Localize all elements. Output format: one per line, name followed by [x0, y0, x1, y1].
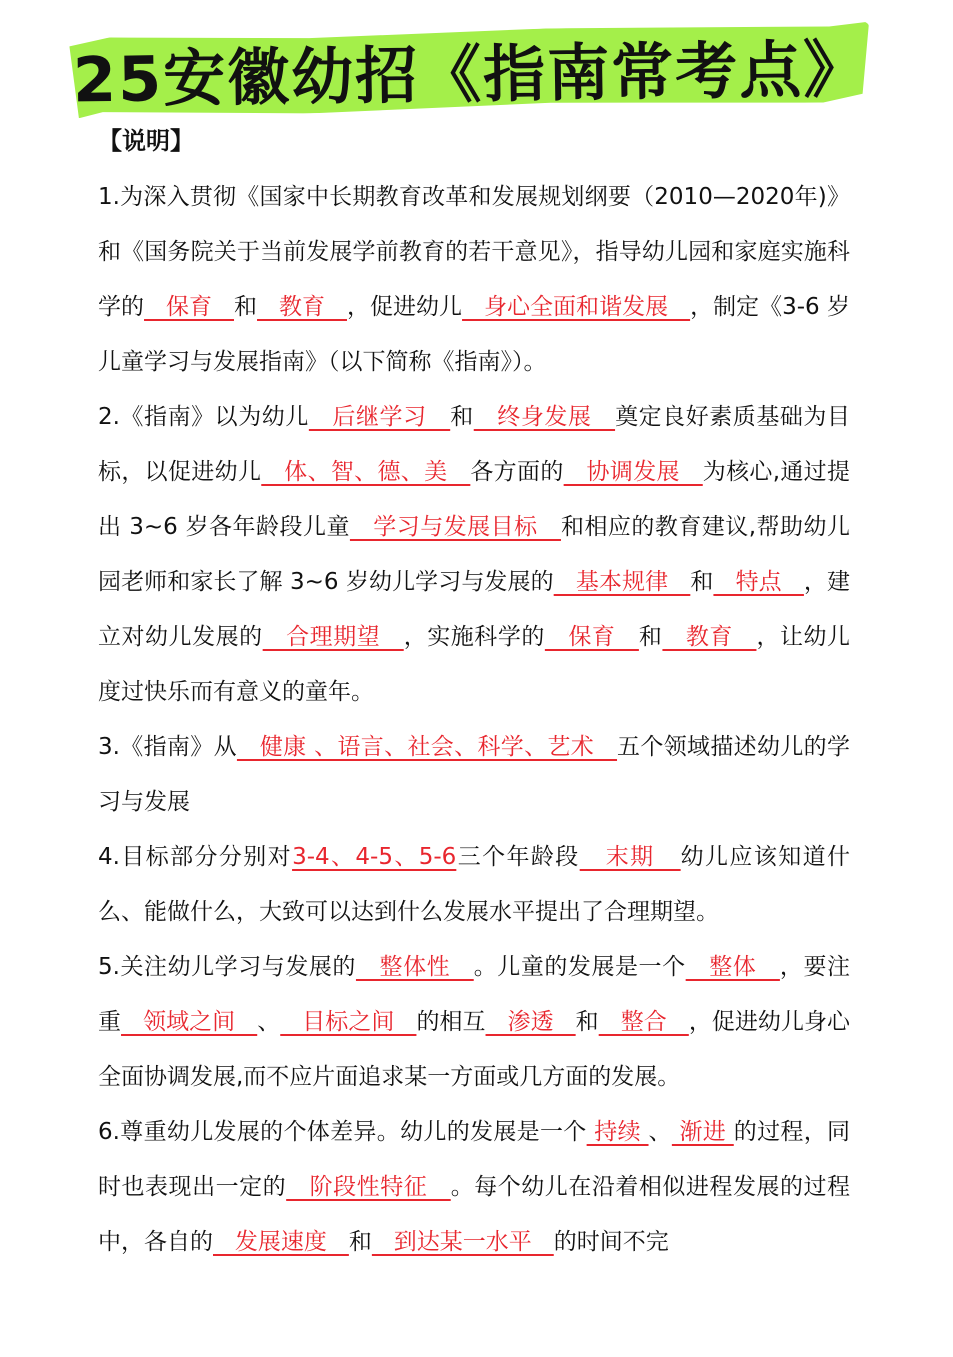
text: 、: [257, 1009, 281, 1035]
text: 奠定良好素质基础为目标，以促进幼儿: [98, 404, 850, 485]
paragraph-5: [98, 940, 850, 1105]
text: ，要注重: [98, 954, 850, 1035]
page-title: 25安徽幼招《指南常考点》: [72, 31, 868, 117]
text: 的过程，同时也表现出一定的: [98, 1119, 851, 1200]
text: 为核心,通过提出 3~6 岁各年龄段儿童: [98, 459, 851, 540]
text: 。儿童的发展是一个: [473, 954, 686, 980]
text: 6.尊重幼儿发展的个体差异。幼儿的发展是一个: [98, 1119, 587, 1145]
text: 三个年龄段: [456, 844, 580, 870]
text: 4.目标部分分别对: [98, 844, 293, 870]
answer-blank: 目标之间: [280, 1009, 417, 1035]
text: 各方面的: [470, 459, 564, 485]
paragraph-4: [98, 830, 850, 940]
text: 和: [638, 624, 663, 650]
text: 和: [450, 404, 474, 430]
text: 和: [690, 569, 714, 595]
text: 五个领域描述幼儿的学习与发展: [98, 734, 850, 815]
answer-blank: 合理期望: [262, 624, 404, 650]
text: 和: [234, 294, 258, 320]
answer-text: 3-4、4-5、5-6: [292, 844, 457, 870]
answer-blank: 整体: [685, 954, 780, 980]
section-heading: 【说明】: [98, 127, 194, 155]
text: 和: [575, 1009, 599, 1035]
text: 3.《指南》从: [98, 734, 237, 760]
answer-blank: 健康 、语言、社会、科学、艺术: [236, 734, 618, 760]
text: 5.关注幼儿学习与发展的: [98, 954, 356, 980]
answer-blank: 后继学习: [308, 404, 451, 430]
text: 幼儿应该知道什么、能做什么，大致可以达到什么发展水平提出了合理期望。: [98, 844, 850, 925]
answer-blank: 渐进: [671, 1119, 734, 1145]
answer-blank: 阶段性特征: [286, 1174, 451, 1200]
answer-blank: 教育: [662, 624, 757, 650]
answer-blank: 教育: [257, 294, 347, 320]
text: 1.为深入贯彻《国家中长期教育改革和发展规划纲要（2010—2020年)》和《国务院关于当前发展学前教育的若干意见》，指导幼儿园和家庭实施科学的: [98, 184, 850, 320]
text: ，建立对幼儿发展的: [98, 569, 851, 650]
text: 、: [648, 1119, 672, 1145]
paragraph-6: [98, 1105, 850, 1270]
text: 和相应的教育建议,帮助幼儿园老师和家长了解 3~6 岁幼儿学习与发展的: [98, 514, 850, 595]
answer-blank: 整体性: [355, 954, 474, 980]
answer-blank: 到达某一水平: [371, 1229, 554, 1255]
answer-blank: 保育: [544, 624, 639, 650]
answer-blank: 整合: [598, 1009, 689, 1035]
answer-blank: 发展速度: [213, 1229, 349, 1255]
document-body: [98, 112, 850, 1270]
answer-blank: 基本规律: [553, 569, 691, 595]
answer-blank: 保育: [144, 294, 234, 320]
text: 。每个幼儿在沿着相似进程发展的过程中，各自的: [98, 1174, 851, 1255]
answer-blank: 终身发展: [473, 404, 616, 430]
answer-blank: 身心全面和谐发展: [462, 294, 691, 320]
text: ，制定《3-6 岁儿童学习与发展指南》（以下简称《指南》）。: [98, 294, 851, 375]
answer-blank: 持续: [586, 1119, 649, 1145]
text: ，让幼儿度过快乐而有意义的童年。: [98, 624, 851, 705]
answer-blank: 协调发展: [563, 459, 703, 485]
text: ，促进幼儿身心全面协调发展,而不应片面追求某一方面或几方面的发展。: [98, 1009, 850, 1090]
text: ，促进幼儿: [346, 294, 463, 320]
answer-blank: 领域之间: [121, 1009, 258, 1035]
paragraph-3: [98, 720, 850, 830]
text: 的时间不完: [553, 1229, 669, 1255]
answer-blank: 末期: [579, 844, 681, 870]
answer-blank: 特点: [713, 569, 804, 595]
text: 的相互: [416, 1009, 486, 1035]
answer-blank: 体、智、德、美: [261, 459, 471, 485]
title-banner: [70, 26, 870, 117]
paragraph-2: [98, 390, 850, 720]
text: 和: [348, 1229, 372, 1255]
answer-blank: 学习与发展目标: [349, 514, 561, 540]
paragraph-1: [98, 170, 850, 390]
text: 2.《指南》以为幼儿: [98, 404, 309, 430]
answer-blank: 渗透: [485, 1009, 576, 1035]
text: ，实施科学的: [403, 624, 545, 650]
